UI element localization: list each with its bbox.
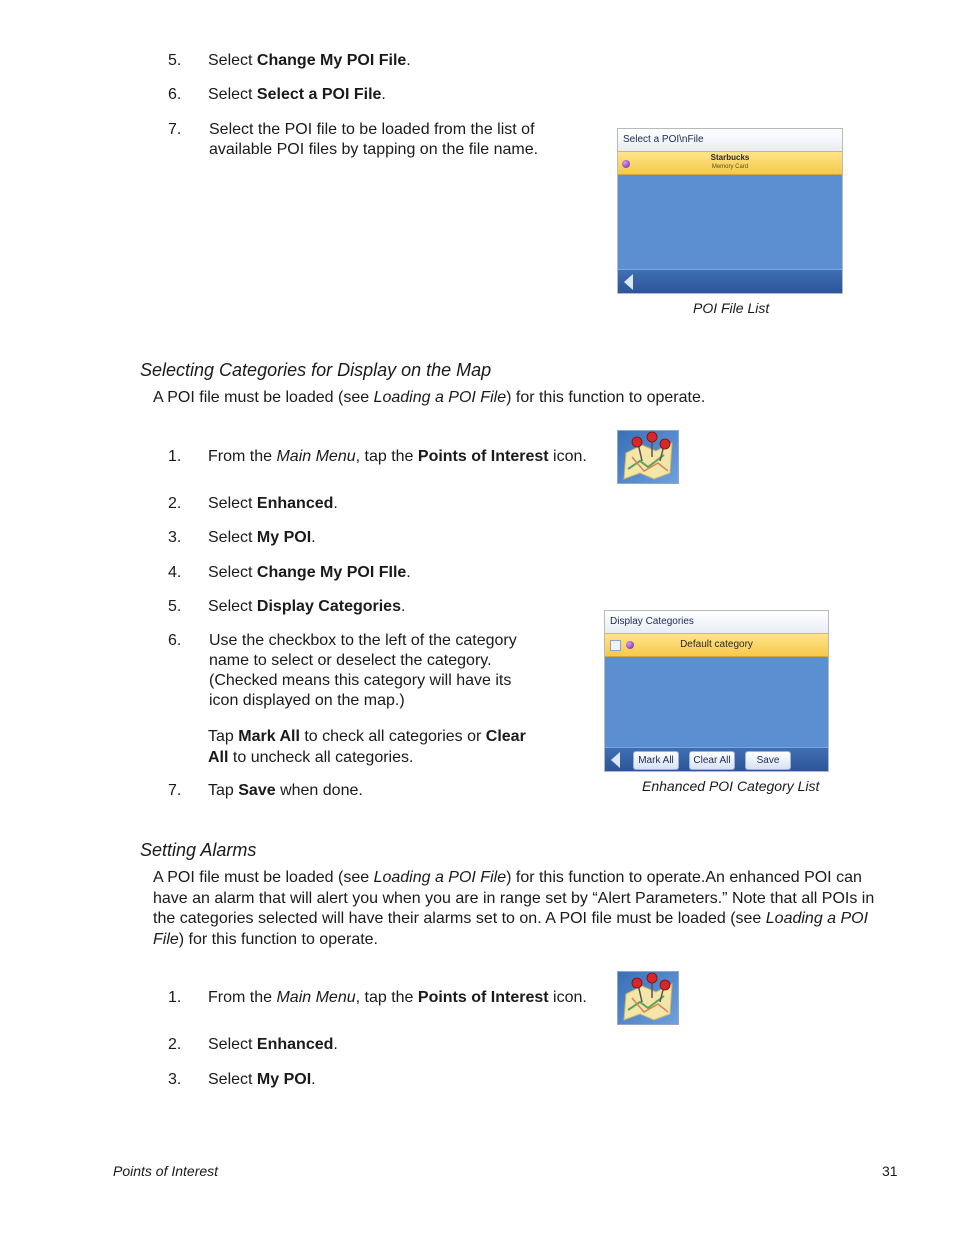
step-number: 3.	[168, 1071, 182, 1088]
step-number: 4.	[168, 564, 182, 581]
poi-file-list-screenshot	[617, 128, 843, 294]
step-text: Select Enhanced.	[208, 1036, 338, 1053]
step-text: Select the POI file to be loaded from the list of available POI files by tapping on the file name.	[209, 121, 539, 158]
footer-section-title: Points of Interest	[113, 1163, 219, 1179]
back-arrow-icon[interactable]	[611, 752, 620, 768]
step-number: 6.	[168, 86, 182, 103]
section-intro: A POI file must be loaded (see Loading a POI File) for this function to operate.	[153, 389, 706, 406]
step-text: From the Main Menu, tap the Points of Interest icon.	[208, 448, 587, 465]
poi-file-name: Starbucks	[710, 153, 750, 162]
category-name: Default category	[680, 639, 753, 650]
footer-page-number: 31	[882, 1163, 898, 1179]
step-text: Select Enhanced.	[208, 495, 338, 512]
step-text: Select Display Categories.	[208, 598, 406, 615]
clear-all-button[interactable]: Clear All	[689, 751, 735, 770]
step-number: 7.	[168, 121, 182, 138]
mark-all-button[interactable]: Mark All	[633, 751, 679, 770]
screen-bottom-bar	[618, 269, 842, 293]
screen-bottom-bar	[605, 747, 828, 771]
step-number: 1.	[168, 448, 182, 465]
enhanced-poi-category-list-screenshot	[604, 610, 829, 772]
step-text: Select My POI.	[208, 529, 316, 546]
step-number: 2.	[168, 1036, 182, 1053]
step-text: From the Main Menu, tap the Points of Interest icon.	[208, 989, 587, 1006]
screen-title: Select a POI\nFile	[618, 129, 842, 151]
step-number: 3.	[168, 529, 182, 546]
step-number: 2.	[168, 495, 182, 512]
step-number: 1.	[168, 989, 182, 1006]
step-text: Select Change My POI File.	[208, 52, 411, 69]
section-paragraph: A POI file must be loaded (see Loading a POI File) for this function to operate.An enhanced POI can have an alarm that will alert you when you are in range set by “Alert Parameters.” Note that all POIs in the categories selected will have their alarms set to on. A POI file must be loaded (see Loading a POI File) for this function to operate.	[153, 869, 875, 948]
step-text: Select Change My POI FIle.	[208, 564, 411, 581]
step-text: Use the checkbox to the left of the category name to select or deselect the category. (Checked means this category will have its icon displayed on the map.)	[209, 632, 517, 709]
step-text: Select My POI.	[208, 1071, 316, 1088]
step-number: 5.	[168, 52, 182, 69]
screen-title: Display Categories	[605, 611, 828, 633]
step-text: Select Select a POI File.	[208, 86, 386, 103]
step-text: Tap Save when done.	[208, 782, 363, 799]
poi-file-row-starbucks[interactable]	[618, 151, 842, 175]
points-of-interest-icon	[617, 971, 679, 1025]
figure-caption-category-list: Enhanced POI Category List	[642, 778, 820, 794]
section-heading-setting-alarms: Setting Alarms	[140, 840, 257, 860]
step-number: 6.	[168, 632, 182, 649]
poi-file-location: Memory Card	[711, 164, 749, 170]
save-button[interactable]: Save	[745, 751, 791, 770]
step-6-note: Tap Mark All to check all categories or Clear All to uncheck all categories.	[208, 728, 526, 766]
figure-caption-poi-file-list: POI File List	[693, 300, 770, 316]
step-number: 5.	[168, 598, 182, 615]
category-row-default[interactable]	[605, 633, 828, 657]
back-arrow-icon[interactable]	[624, 274, 633, 290]
section-heading-display-categories: Selecting Categories for Display on the Map	[140, 360, 492, 380]
points-of-interest-icon	[617, 430, 679, 484]
step-number: 7.	[168, 782, 182, 799]
